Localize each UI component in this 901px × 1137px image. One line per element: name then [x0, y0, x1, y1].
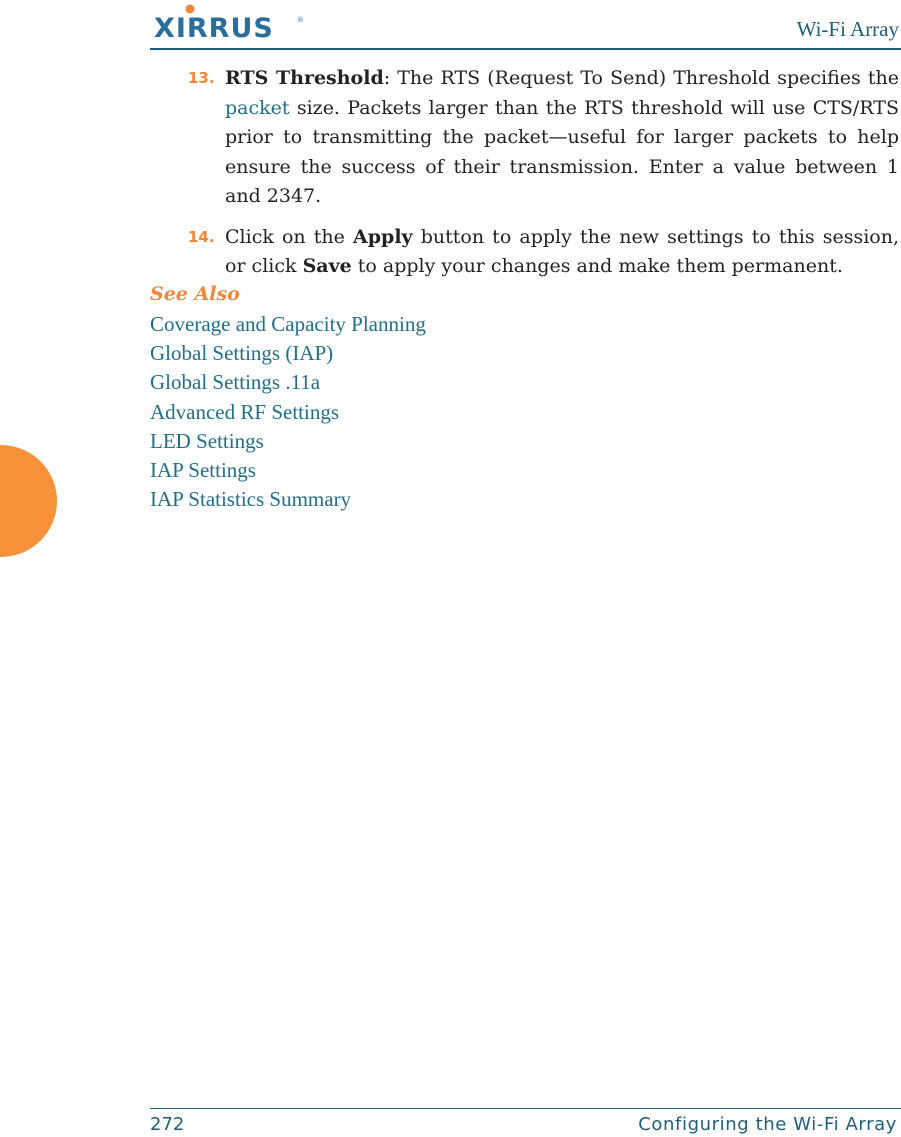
see-also-link-advanced-rf[interactable]: Advanced RF Settings: [150, 399, 339, 424]
see-also-link-iap-settings[interactable]: IAP Settings: [150, 458, 256, 483]
header-title: Wi-Fi Array: [796, 17, 899, 41]
step-number: 14.: [188, 227, 215, 246]
see-also-link-global-11a[interactable]: Global Settings .11a: [150, 370, 321, 395]
step-apply-save: [150, 223, 899, 282]
see-also-section: [150, 280, 426, 514]
see-also-link-led[interactable]: LED Settings: [150, 428, 264, 453]
svg-text:XIRRUS: XIRRUS: [154, 13, 274, 40]
step-text: to apply your changes and make them permanent.: [351, 255, 843, 277]
apply-term: Apply: [353, 225, 413, 248]
page-number: 272: [150, 1114, 185, 1135]
step-list: [150, 64, 899, 293]
step-term: RTS Threshold: [225, 67, 384, 89]
see-also-list: [150, 310, 426, 514]
see-also-heading: See Also: [150, 283, 240, 305]
see-also-link-global-iap[interactable]: Global Settings (IAP): [150, 341, 334, 366]
chapter-tab-marker: [0, 445, 57, 557]
see-also-link-coverage[interactable]: Coverage and Capacity Planning: [150, 312, 426, 336]
svg-text:®: ®: [297, 16, 304, 24]
footer-title: Configuring the Wi-Fi Array: [638, 1114, 897, 1135]
step-text: size. Packets larger than the RTS threshold will use CTS/RTS prior to transmitting the packet—useful for larger packets to help ensure the success of their transmission. Enter a value between 1 and 2347.: [225, 96, 899, 207]
step-text: Click on the: [225, 225, 354, 248]
step-rts-threshold: [150, 64, 899, 212]
see-also-link-iap-stats[interactable]: IAP Statistics Summary: [150, 487, 352, 512]
step-text: button to apply the new settings to this session, or click: [225, 225, 899, 277]
xirrus-logo: [154, 4, 304, 40]
packet-link[interactable]: packet: [225, 96, 290, 119]
footer-rule: [150, 1108, 901, 1109]
step-text: : The RTS (Request To Send) Threshold specifies the: [383, 67, 900, 89]
step-number: 13.: [188, 69, 215, 87]
save-term: Save: [302, 255, 352, 277]
header-rule: [150, 48, 901, 50]
